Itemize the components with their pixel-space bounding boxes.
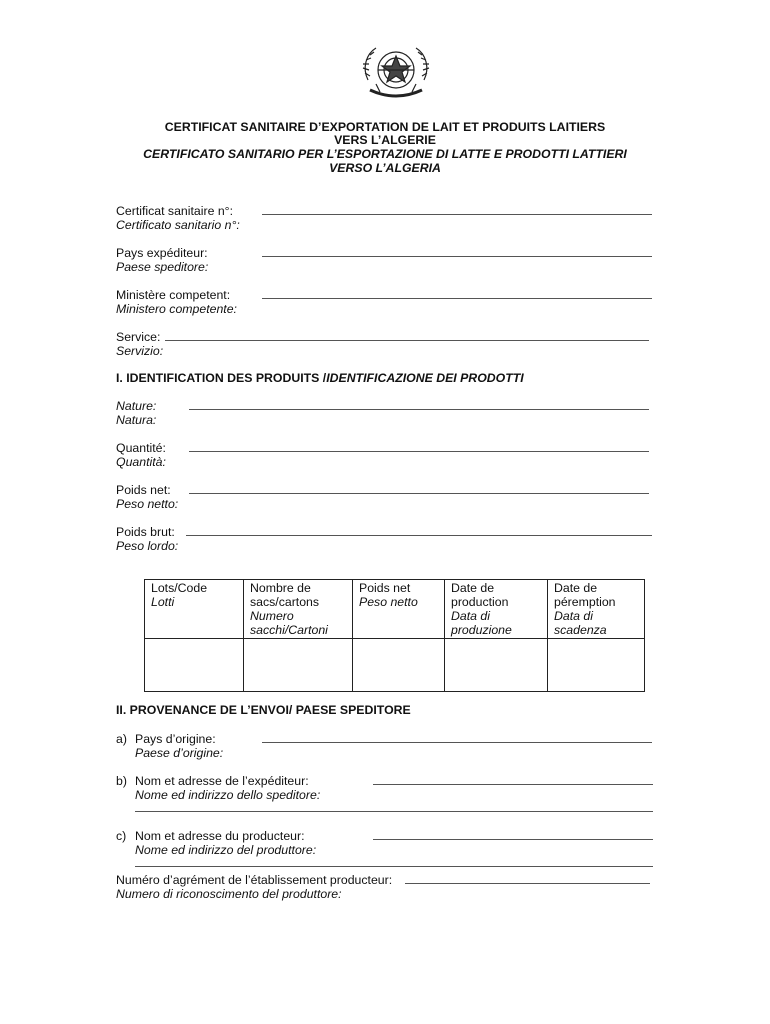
sender-field[interactable]: [373, 784, 653, 785]
nature-label-it: Natura:: [116, 413, 157, 427]
approval-label-it: Numero di riconoscimento del produttore:: [116, 887, 342, 901]
col-lots-fr: Lots/Code: [151, 581, 208, 595]
pays-label-fr: Pays expéditeur:: [116, 246, 208, 260]
col-count-it-2: sacchi/Cartoni: [250, 623, 328, 637]
ministry-label-fr: Ministère competent:: [116, 288, 231, 302]
origin-field[interactable]: [262, 742, 652, 743]
title-it-line1: CERTIFICATO SANITARIO PER L’ESPORTAZIONE DI LATTE E PRODOTTI LATTIERI: [143, 147, 627, 161]
col-prod-fr-2: production: [451, 595, 509, 609]
item-a-marker: a): [116, 732, 127, 746]
table-header-row: [145, 580, 645, 639]
title-fr-line1: CERTIFICAT SANITAIRE D’EXPORTATION DE LAIT ET PRODUITS LAITIERS: [164, 120, 606, 134]
approval-field[interactable]: [405, 883, 650, 884]
producer-field[interactable]: [373, 839, 653, 840]
emblem-icon: [356, 40, 436, 104]
col-expiry: [548, 580, 645, 639]
section1-heading-fr: I. IDENTIFICATION DES PRODUITS /: [116, 371, 327, 385]
section1-heading: [116, 371, 524, 385]
col-production: [445, 580, 548, 639]
service-field[interactable]: [165, 340, 649, 341]
cert-label-fr: Certificat sanitaire n°:: [116, 204, 234, 218]
col-count-fr-1: Nombre de: [250, 581, 311, 595]
col-exp-fr-2: péremption: [554, 595, 616, 609]
service-label-fr: Service:: [116, 330, 161, 344]
table-row: [145, 639, 645, 692]
col-count: [244, 580, 353, 639]
brut-field[interactable]: [186, 535, 652, 536]
cell-lots[interactable]: [145, 639, 244, 692]
item-b-marker: b): [116, 774, 127, 788]
nature-label-fr: Nature:: [116, 399, 157, 413]
section2-heading: II. PROVENANCE DE L’ENVOI/ PAESE SPEDITORE: [116, 703, 411, 717]
net-field[interactable]: [189, 493, 649, 494]
ministry-label-it: Ministero competente:: [116, 302, 237, 316]
qty-label-it: Quantità:: [116, 455, 166, 469]
cert-label-it: Certificato sanitario n°:: [116, 218, 240, 232]
section1-heading-it: IDENTIFICAZIONE DEI PRODOTTI: [326, 371, 524, 385]
col-count-fr-2: sacs/cartons: [250, 595, 320, 609]
col-prod-it-1: Data di: [451, 609, 490, 623]
col-exp-it-1: Data di: [554, 609, 593, 623]
cell-count[interactable]: [244, 639, 353, 692]
col-exp-fr-1: Date de: [554, 581, 598, 595]
ministry-field[interactable]: [262, 298, 652, 299]
col-count-it-1: Numero: [250, 609, 294, 623]
sender-label-fr: Nom et adresse de l’expéditeur:: [135, 774, 309, 788]
brut-label-fr: Poids brut:: [116, 525, 175, 539]
cell-net[interactable]: [353, 639, 445, 692]
pays-label-it: Paese speditore:: [116, 260, 209, 274]
title-fr-line2: VERS L’ALGERIE: [334, 133, 436, 147]
producer-field-extra[interactable]: [135, 866, 653, 867]
producer-label-it: Nome ed indirizzo del produttore:: [135, 843, 317, 857]
col-prod-it-2: produzione: [451, 623, 512, 637]
col-lots-it: Lotti: [151, 595, 175, 609]
col-prod-fr-1: Date de: [451, 581, 495, 595]
approval-label-fr: Numéro d’agrément de l’établissement producteur:: [116, 873, 393, 887]
item-c-marker: c): [116, 829, 127, 843]
net-label-fr: Poids net:: [116, 483, 171, 497]
cell-production[interactable]: [445, 639, 548, 692]
col-exp-it-2: scadenza: [554, 623, 607, 637]
brut-label-it: Peso lordo:: [116, 539, 179, 553]
qty-field[interactable]: [189, 451, 649, 452]
service-label-it: Servizio:: [116, 344, 164, 358]
cell-expiry[interactable]: [548, 639, 645, 692]
col-net-fr: Poids net: [359, 581, 411, 595]
col-net: [353, 580, 445, 639]
lots-table: [144, 579, 645, 692]
col-lots: [145, 580, 244, 639]
origin-label-fr: Pays d’origine:: [135, 732, 216, 746]
title-it-line2: VERSO L’ALGERIA: [329, 161, 441, 175]
qty-label-fr: Quantité:: [116, 441, 166, 455]
pays-field[interactable]: [262, 256, 652, 257]
cert-number-field[interactable]: [262, 214, 652, 215]
producer-label-fr: Nom et adresse du producteur:: [135, 829, 305, 843]
origin-label-it: Paese d’origine:: [135, 746, 224, 760]
sender-field-extra[interactable]: [135, 811, 653, 812]
net-label-it: Peso netto:: [116, 497, 179, 511]
col-net-it: Peso netto: [359, 595, 418, 609]
nature-field[interactable]: [189, 409, 649, 410]
sender-label-it: Nome ed indirizzo dello speditore:: [135, 788, 321, 802]
